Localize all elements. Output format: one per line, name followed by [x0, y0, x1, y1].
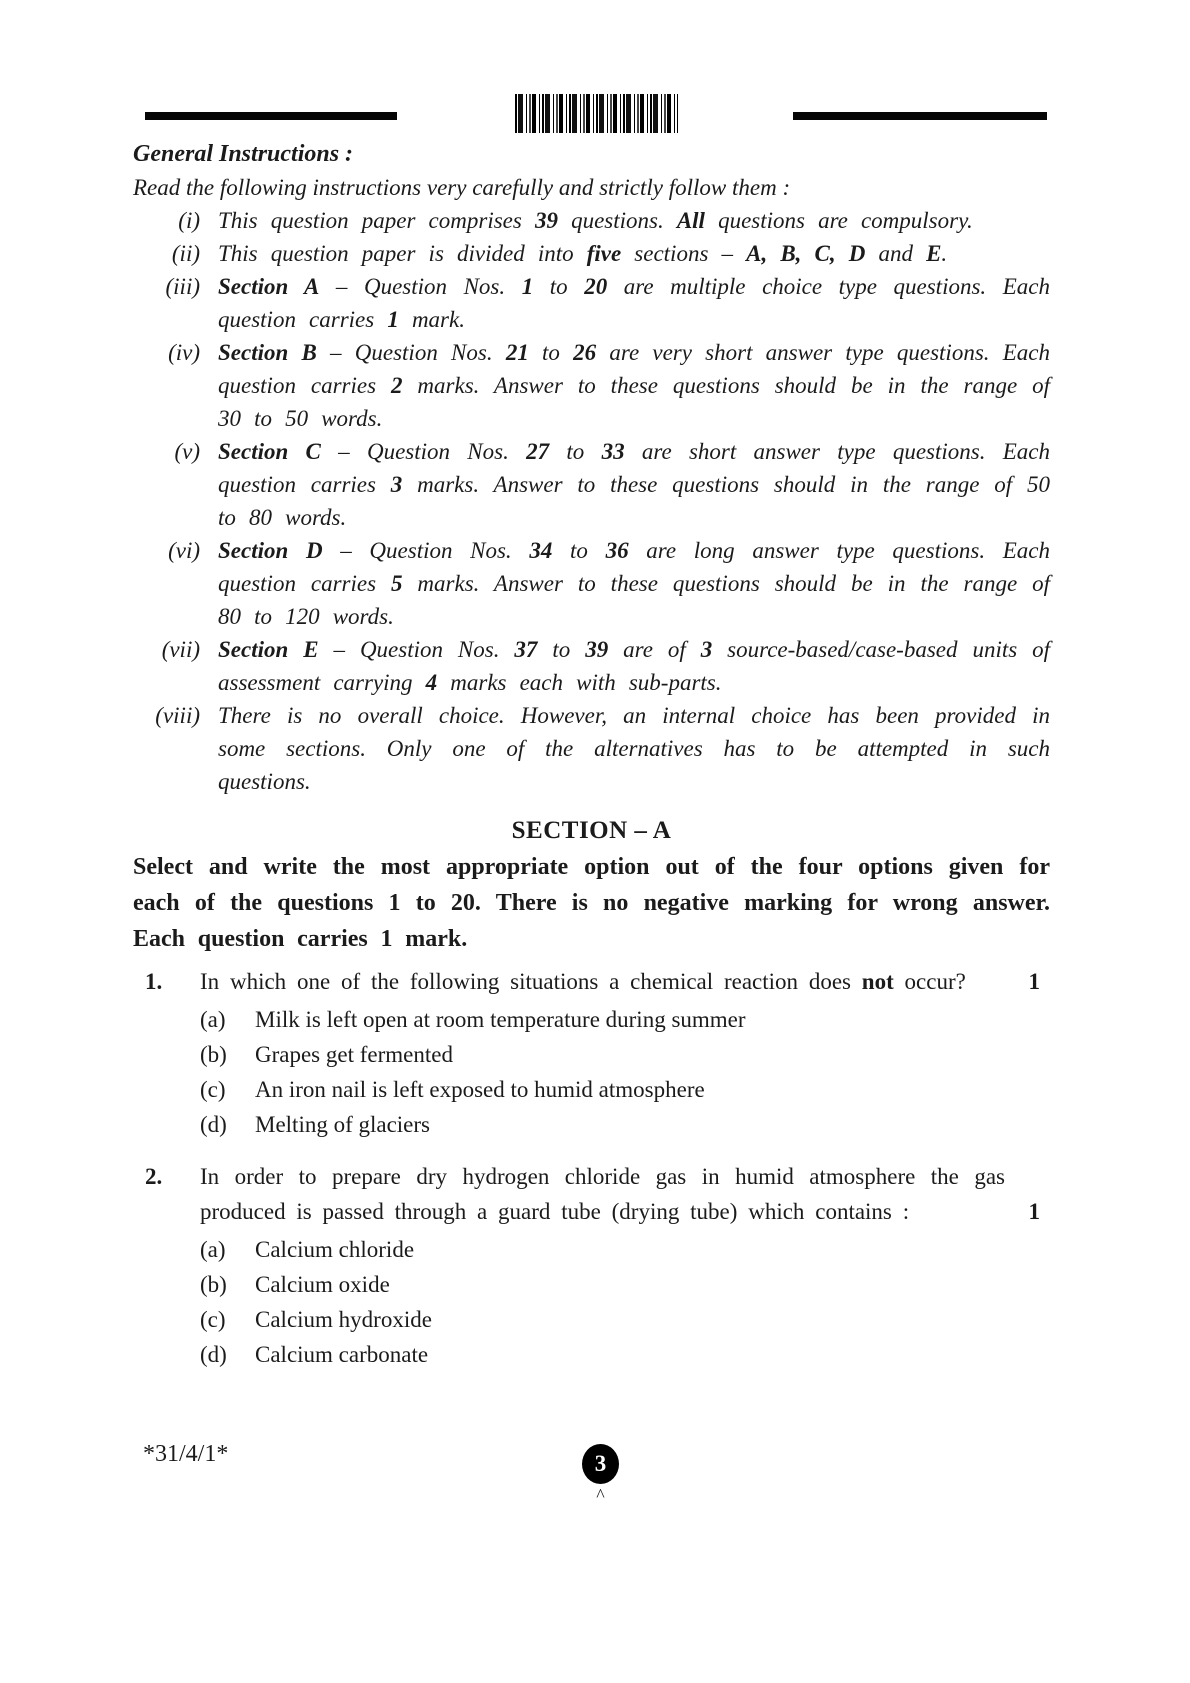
general-instructions-lead: Read the following instructions very carefully and strictly follow them :: [133, 175, 791, 200]
option-text: Calcium carbonate: [255, 1342, 429, 1367]
instruction-item: [133, 204, 1050, 237]
general-instructions-title: General Instructions :: [133, 141, 354, 167]
option-b: [200, 1267, 1050, 1302]
instruction-text: Section D – Question Nos. 34 to 36 are long answer type questions. Each question carries 5 marks. Answer to these questions should be in the range of 80 to 120 words.: [218, 538, 1050, 629]
option-label: (b): [200, 1042, 227, 1067]
instruction-text: There is no overall choice. However, an internal choice has been provided in some sections. Only one of the alternatives has to be attempted in such questions.: [218, 703, 1050, 794]
instruction-number: (vi): [168, 538, 200, 563]
instruction-number: (viii): [155, 703, 200, 728]
instruction-item: [133, 336, 1050, 435]
question-text: In which one of the following situations a chemical reaction does not occur?: [200, 969, 966, 994]
option-c: [200, 1072, 1050, 1107]
question-options: [200, 1232, 1050, 1372]
question-marks: 1: [1028, 969, 1040, 994]
instruction-number: (i): [178, 208, 200, 233]
header-rule-left: [145, 112, 397, 120]
question-text-wrap: [200, 1159, 1050, 1229]
question-marks: 1: [1028, 1199, 1040, 1224]
instruction-number: (v): [174, 439, 200, 464]
question-1: [133, 964, 1050, 1142]
option-text: Grapes get fermented: [255, 1042, 453, 1067]
instruction-text: Section E – Question Nos. 37 to 39 are of 3 source-based/case-based units of assessment carrying 4 marks each with sub-parts.: [218, 637, 1050, 695]
question-text: In order to prepare dry hydrogen chloride gas in humid atmosphere the gas produced is passed through a guard tube (drying tube) which contains :: [200, 1164, 1005, 1224]
page-number-badge: 3: [582, 1444, 619, 1484]
instruction-item: [133, 237, 1050, 270]
question-2: [133, 1159, 1050, 1372]
instruction-item: [133, 270, 1050, 336]
instruction-text: Section B – Question Nos. 21 to 26 are very short answer type questions. Each question carries 2 marks. Answer to these questions should be in the range of 30 to 50 words.: [218, 340, 1050, 431]
instruction-number: (vii): [161, 637, 200, 662]
option-label: (d): [200, 1342, 227, 1367]
option-label: (a): [200, 1007, 226, 1032]
option-label: (a): [200, 1237, 226, 1262]
option-label: (d): [200, 1112, 227, 1137]
option-text: Calcium oxide: [255, 1272, 390, 1297]
instruction-number: (iv): [168, 340, 200, 365]
option-text: Melting of glaciers: [255, 1112, 431, 1137]
option-label: (c): [200, 1307, 226, 1332]
option-text: An iron nail is left exposed to humid atmosphere: [255, 1077, 705, 1102]
option-b: [200, 1037, 1050, 1072]
question-options: [200, 1002, 1050, 1142]
option-label: (c): [200, 1077, 226, 1102]
header-rule-right: [793, 112, 1047, 120]
option-d: [200, 1107, 1050, 1142]
option-a: [200, 1002, 1050, 1037]
page-content: [133, 138, 1050, 1372]
section-a-note: Select and write the most appropriate option out of the four options given for each of the questions 1 to 20. There is no negative marking for wrong answer. Each question carries 1 mark.: [133, 854, 1050, 952]
question-body: [200, 1159, 1050, 1372]
question-number: 2.: [145, 1164, 163, 1189]
instruction-text: This question paper comprises 39 questions. All questions are compulsory.: [218, 208, 973, 233]
option-text: Calcium chloride: [255, 1237, 415, 1262]
instruction-text: Section A – Question Nos. 1 to 20 are multiple choice type questions. Each question carries 1 mark.: [218, 274, 1050, 332]
option-a: [200, 1232, 1050, 1267]
instruction-item: [133, 435, 1050, 534]
section-a-heading: SECTION – A: [511, 817, 672, 844]
instruction-item: [133, 633, 1050, 699]
option-label: (b): [200, 1272, 227, 1297]
paper-code: *31/4/1*: [143, 1441, 229, 1467]
instruction-item: [133, 699, 1050, 798]
question-text-wrap: [200, 964, 1050, 999]
option-c: [200, 1302, 1050, 1337]
page-caret-mark: ^: [596, 1485, 605, 1505]
barcode-image: [515, 94, 678, 133]
instruction-number: (ii): [171, 241, 200, 266]
question-body: [200, 964, 1050, 1142]
option-text: Milk is left open at room temperature during summer: [255, 1007, 746, 1032]
instruction-item: [133, 534, 1050, 633]
instruction-text: Section C – Question Nos. 27 to 33 are short answer type questions. Each question carries 3 marks. Answer to these questions should in the range of 50 to 80 words.: [218, 439, 1051, 530]
option-d: [200, 1337, 1050, 1372]
instruction-number: (iii): [165, 274, 200, 299]
option-text: Calcium hydroxide: [255, 1307, 432, 1332]
instruction-text: This question paper is divided into five sections – A, B, C, D and E.: [218, 241, 948, 266]
instructions-list: [133, 204, 1050, 798]
question-number: 1.: [145, 969, 163, 994]
